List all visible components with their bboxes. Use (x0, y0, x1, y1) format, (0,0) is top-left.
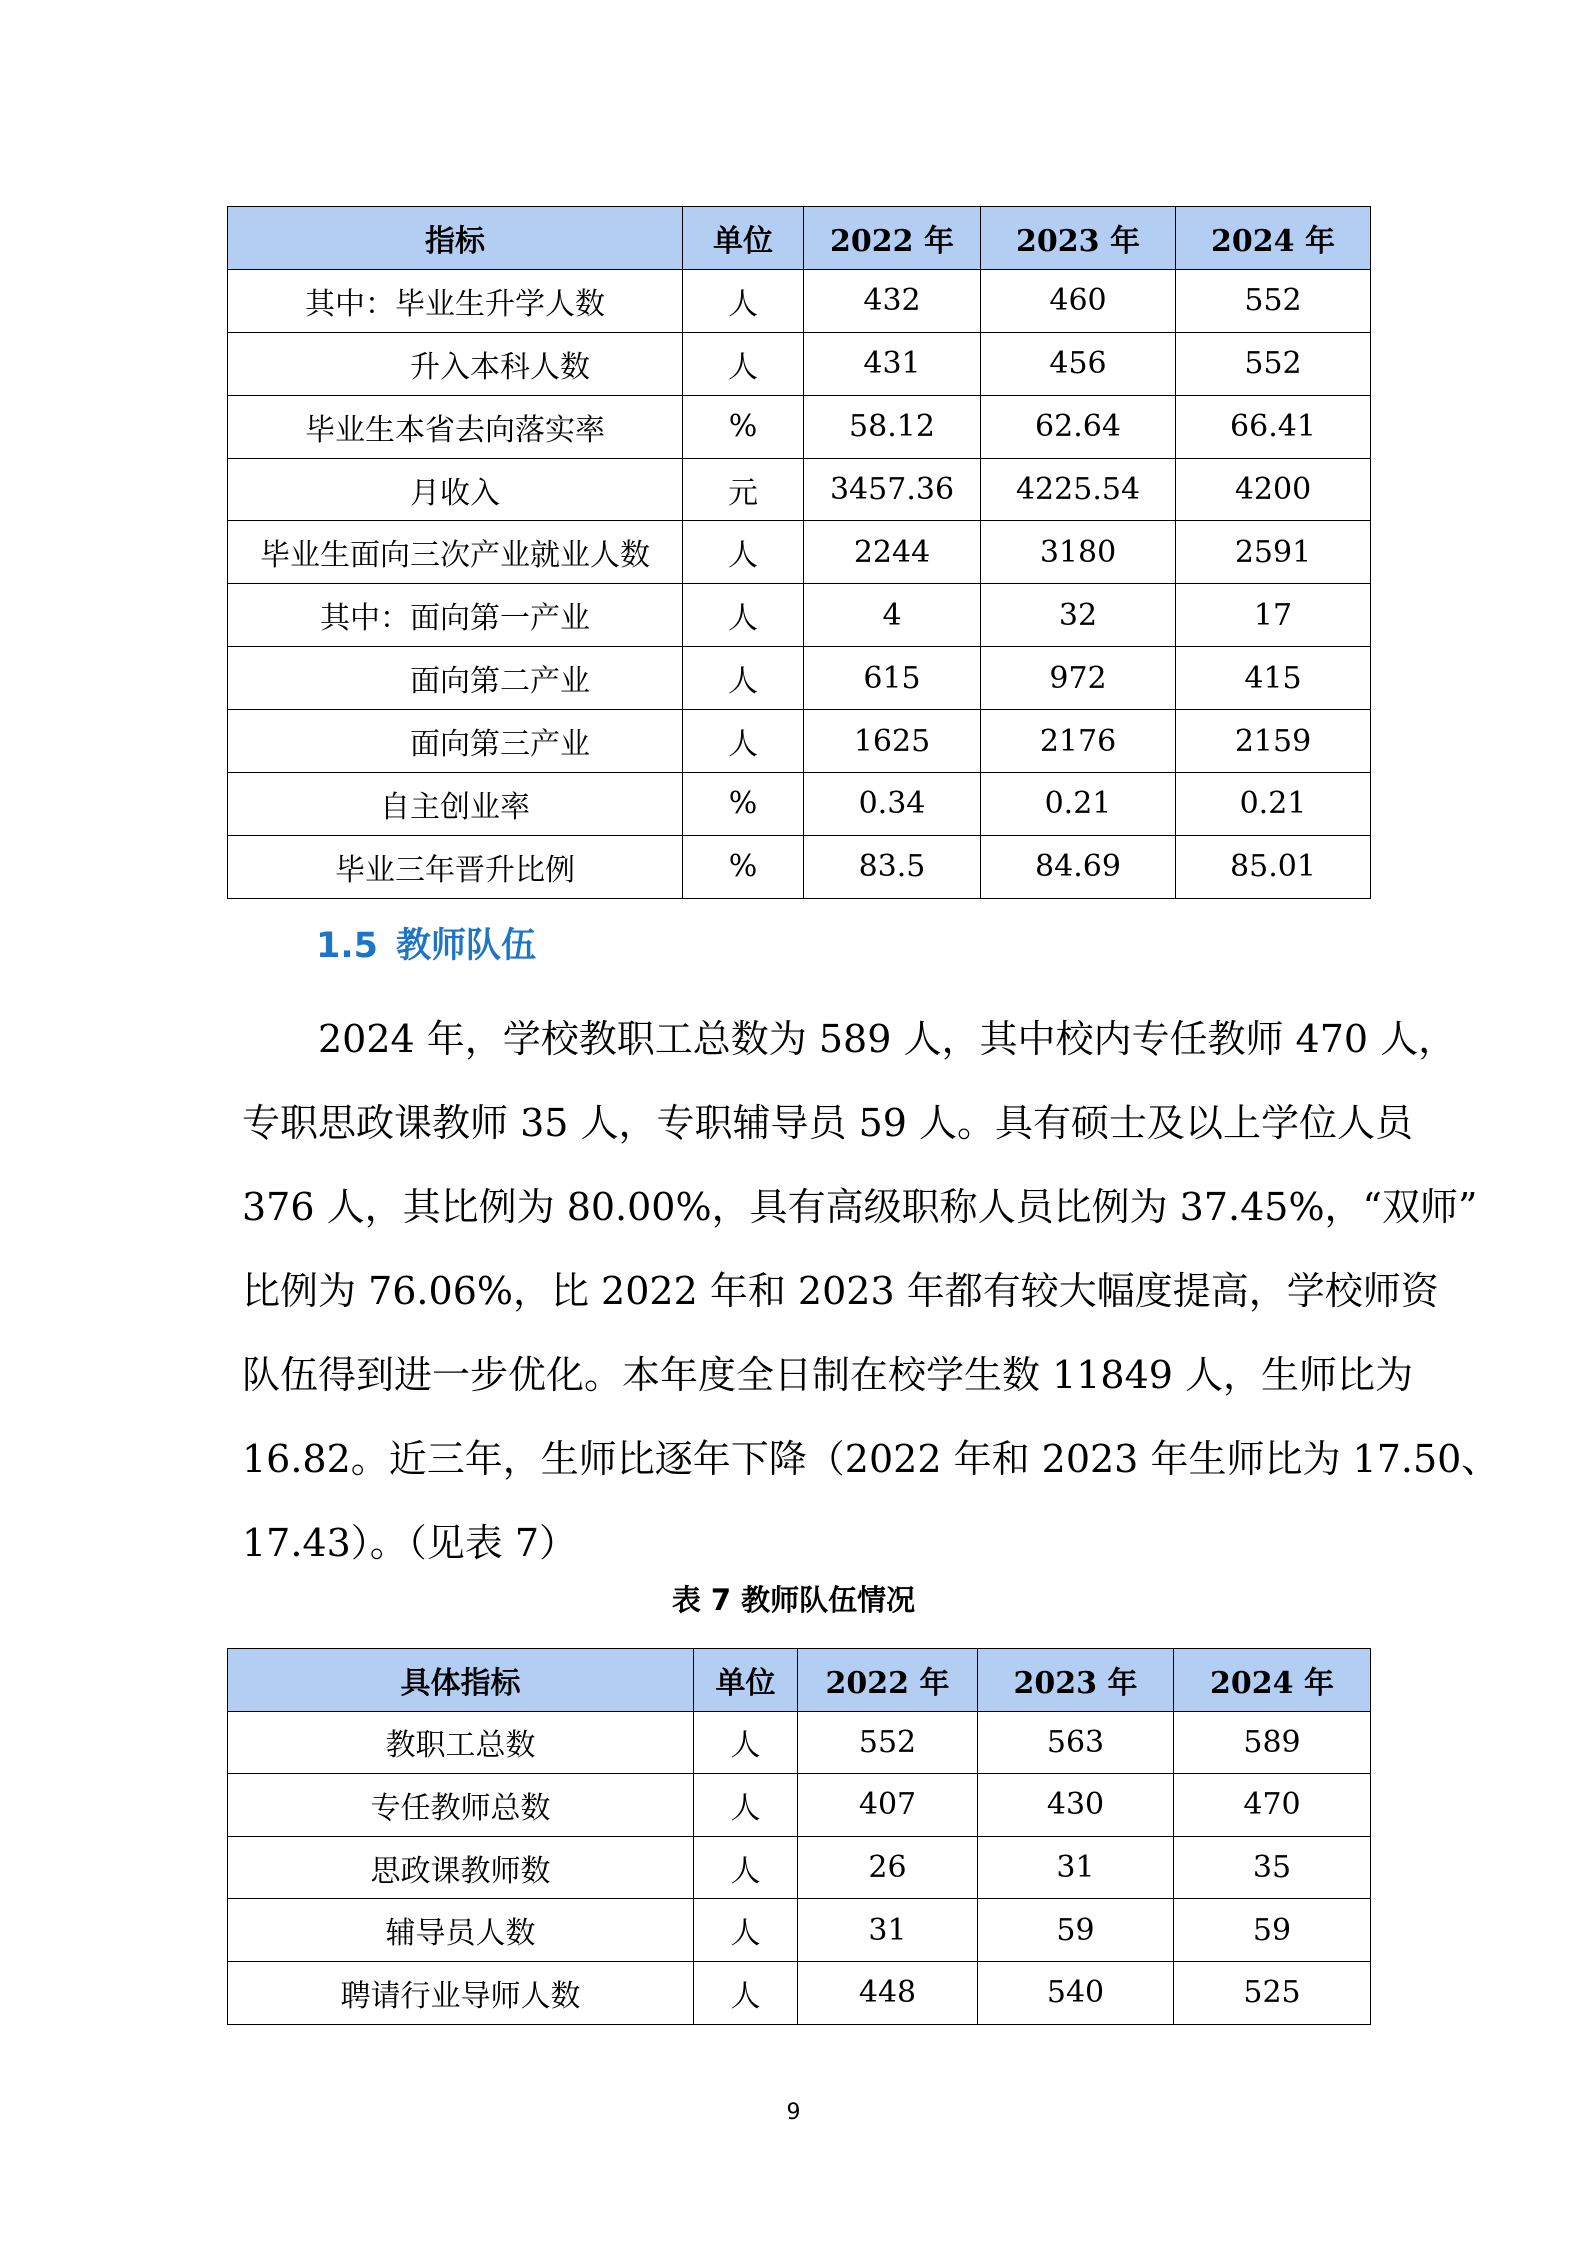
value-2023: 84.69 (981, 835, 1176, 898)
row-label: 其中：毕业生升学人数 (228, 269, 683, 332)
table-row (228, 584, 1371, 647)
row-label: 自主创业率 (228, 773, 683, 836)
table-row (228, 1899, 1371, 1962)
column-header-2024: 2024 年 (1176, 207, 1371, 270)
value-2024: 4200 (1176, 458, 1371, 521)
table-row (228, 647, 1371, 710)
row-unit: 人 (683, 269, 804, 332)
value-2024: 66.41 (1176, 395, 1371, 458)
value-2024: 85.01 (1176, 835, 1371, 898)
value-2023: 460 (981, 269, 1176, 332)
value-2023: 59 (978, 1899, 1174, 1962)
value-2024: 17 (1176, 584, 1371, 647)
value-2023: 563 (978, 1711, 1174, 1774)
row-label: 专任教师总数 (228, 1774, 694, 1837)
section-title: 教师队伍 (396, 926, 537, 966)
table-row (228, 773, 1371, 836)
value-2024: 59 (1174, 1899, 1371, 1962)
row-label: 教职工总数 (228, 1711, 694, 1774)
value-2022: 0.34 (804, 773, 981, 836)
value-2023: 430 (978, 1774, 1174, 1837)
column-header-unit: 单位 (694, 1649, 798, 1712)
row-label: 毕业生本省去向落实率 (228, 395, 683, 458)
row-unit: 人 (683, 521, 804, 584)
paragraph-line: 17.43）。（见表 7） (242, 1521, 578, 1565)
value-2022: 83.5 (804, 835, 981, 898)
value-2024: 525 (1174, 1961, 1371, 2024)
column-header-2023: 2023 年 (978, 1649, 1174, 1712)
paragraph-line: 比例为 76.06%，比 2022 年和 2023 年都有较大幅度提高，学校师资 (242, 1269, 1439, 1313)
value-2022: 407 (798, 1774, 978, 1837)
row-unit: 人 (694, 1961, 798, 2024)
value-2022: 3457.36 (804, 458, 981, 521)
section-heading (316, 918, 536, 968)
table-row (228, 269, 1371, 332)
row-unit: % (683, 395, 804, 458)
value-2022: 26 (798, 1836, 978, 1899)
value-2022: 1625 (804, 710, 981, 773)
row-unit: 元 (683, 458, 804, 521)
paragraph-line: 2024 年，学校教职工总数为 589 人，其中校内专任教师 470 人， (318, 1017, 1457, 1061)
column-header-2022: 2022 年 (804, 207, 981, 270)
table-row (228, 521, 1371, 584)
table-header-row (228, 207, 1371, 270)
value-2022: 4 (804, 584, 981, 647)
body-paragraph (242, 997, 1500, 1585)
table-row (228, 1961, 1371, 2024)
column-header-2024: 2024 年 (1174, 1649, 1371, 1712)
value-2023: 32 (981, 584, 1176, 647)
row-unit: 人 (683, 584, 804, 647)
value-2024: 35 (1174, 1836, 1371, 1899)
value-2022: 615 (804, 647, 981, 710)
row-label: 毕业三年晋升比例 (228, 835, 683, 898)
row-unit: % (683, 835, 804, 898)
column-header-indicator: 具体指标 (228, 1649, 694, 1712)
row-unit: 人 (683, 647, 804, 710)
value-2024: 552 (1176, 332, 1371, 395)
row-label: 面向第二产业 (228, 647, 683, 710)
value-2022: 31 (798, 1899, 978, 1962)
value-2024: 0.21 (1176, 773, 1371, 836)
paragraph-line: 队伍得到进一步优化。本年度全日制在校学生数 11849 人，生师比为 (242, 1353, 1414, 1397)
page-number: 9 (786, 2100, 801, 2125)
table-row (228, 395, 1371, 458)
value-2022: 552 (798, 1711, 978, 1774)
row-label: 月收入 (228, 458, 683, 521)
row-label: 辅导员人数 (228, 1899, 694, 1962)
value-2022: 432 (804, 269, 981, 332)
paragraph-line: 16.82。近三年，生师比逐年下降（2022 年和 2023 年生师比为 17.50、 (242, 1437, 1500, 1481)
row-label: 其中：面向第一产业 (228, 584, 683, 647)
value-2022: 58.12 (804, 395, 981, 458)
value-2023: 62.64 (981, 395, 1176, 458)
value-2023: 4225.54 (981, 458, 1176, 521)
value-2022: 2244 (804, 521, 981, 584)
paragraph-line: 专职思政课教师 35 人，专职辅导员 59 人。具有硕士及以上学位人员 (242, 1101, 1414, 1145)
value-2023: 972 (981, 647, 1176, 710)
table-caption: 表 7 教师队伍情况 (671, 1583, 916, 1617)
row-unit: 人 (694, 1836, 798, 1899)
column-header-2023: 2023 年 (981, 207, 1176, 270)
row-label: 升入本科人数 (228, 332, 683, 395)
table-row (228, 835, 1371, 898)
value-2023: 3180 (981, 521, 1176, 584)
row-unit: 人 (694, 1774, 798, 1837)
row-label: 思政课教师数 (228, 1836, 694, 1899)
table-row (228, 1836, 1371, 1899)
table-row (228, 458, 1371, 521)
row-unit: 人 (683, 332, 804, 395)
column-header-2022: 2022 年 (798, 1649, 978, 1712)
value-2024: 415 (1176, 647, 1371, 710)
value-2023: 540 (978, 1961, 1174, 2024)
teacher-team-table (227, 1648, 1371, 2025)
section-number: 1.5 (316, 926, 379, 966)
row-unit: 人 (694, 1899, 798, 1962)
value-2023: 0.21 (981, 773, 1176, 836)
table-row (228, 710, 1371, 773)
value-2024: 2591 (1176, 521, 1371, 584)
column-header-indicator: 指标 (228, 207, 683, 270)
value-2023: 31 (978, 1836, 1174, 1899)
table-row (228, 1711, 1371, 1774)
value-2022: 431 (804, 332, 981, 395)
row-unit: % (683, 773, 804, 836)
table-row (228, 1774, 1371, 1837)
table-header-row (228, 1649, 1371, 1712)
row-unit: 人 (683, 710, 804, 773)
row-unit: 人 (694, 1711, 798, 1774)
value-2024: 552 (1176, 269, 1371, 332)
value-2023: 2176 (981, 710, 1176, 773)
table-row (228, 332, 1371, 395)
paragraph-line: 376 人，其比例为 80.00%，具有高级职称人员比例为 37.45%，“双师” (242, 1185, 1478, 1229)
employment-indicators-table (227, 206, 1371, 899)
row-label: 毕业生面向三次产业就业人数 (228, 521, 683, 584)
column-header-unit: 单位 (683, 207, 804, 270)
value-2023: 456 (981, 332, 1176, 395)
value-2024: 589 (1174, 1711, 1371, 1774)
row-label: 聘请行业导师人数 (228, 1961, 694, 2024)
value-2024: 2159 (1176, 710, 1371, 773)
row-label: 面向第三产业 (228, 710, 683, 773)
value-2022: 448 (798, 1961, 978, 2024)
value-2024: 470 (1174, 1774, 1371, 1837)
